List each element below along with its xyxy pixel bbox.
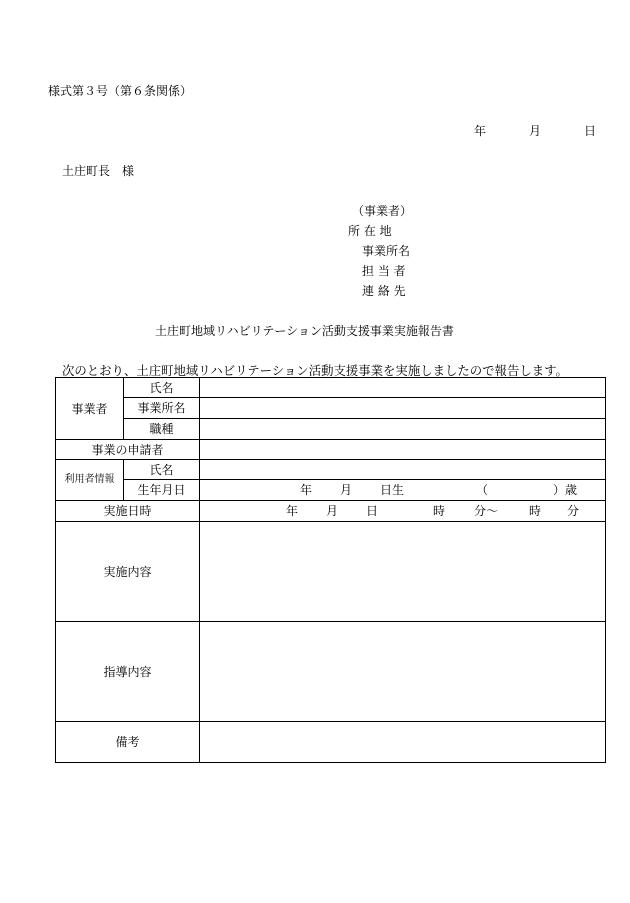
requester-row [56,440,606,460]
remarks-label: 備考 [56,722,200,763]
user-name-field[interactable] [200,460,606,480]
birth-year: 年 [300,483,313,497]
datetime-row [56,501,606,522]
guidance-label: 指導内容 [56,622,200,722]
document-title: 土庄町地域リハビリテーション活動支援事業実施報告書 [155,324,454,338]
applicant-contact-label: 連 絡 先 [362,284,406,298]
guidance-field[interactable] [200,622,606,722]
user-birth-row [56,480,606,501]
datetime-year: 年 [286,504,299,518]
provider-office-field[interactable] [200,398,606,419]
birth-day: 日生 [380,483,405,497]
user-name-row [56,460,606,480]
guidance-row [56,622,606,722]
datetime-field[interactable] [200,501,606,522]
datetime-minute1: 分～ [474,504,499,518]
provider-job-field[interactable] [200,419,606,440]
provider-name-field[interactable] [200,378,606,398]
addressee: 土庄町長 様 [62,164,135,178]
user-name-label: 氏名 [124,460,200,480]
remarks-field[interactable] [200,722,606,763]
datetime-minute2: 分 [567,504,580,518]
content-field[interactable] [200,522,606,622]
datetime-hour1: 時 [433,504,446,518]
datetime-day: 日 [366,504,379,518]
requester-field[interactable] [200,440,606,460]
date-year: 年 [474,124,487,138]
provider-label: 事業者 [56,378,124,440]
age-open-paren: （ [476,483,489,497]
provider-office-label: 事業所名 [124,398,200,419]
remarks-row [56,722,606,763]
date-day: 日 [584,124,597,138]
provider-job-row [56,419,606,440]
provider-name-row [56,378,606,398]
applicant-office-label: 事業所名 [362,244,411,258]
birth-label: 生年月日 [124,480,200,501]
form-number: 様式第３号（第６条関係） [48,84,193,98]
report-table [55,377,606,763]
provider-office-row [56,398,606,419]
birth-month: 月 [340,483,353,497]
content-label: 実施内容 [56,522,200,622]
user-info-label: 利用者情報 [56,460,124,501]
datetime-hour2: 時 [529,504,542,518]
birth-field[interactable] [200,480,606,501]
content-row [56,522,606,622]
provider-name-label: 氏名 [124,378,200,398]
applicant-person-label: 担 当 者 [362,264,406,278]
requester-label: 事業の申請者 [56,440,200,460]
datetime-month: 月 [326,504,339,518]
applicant-address-label: 所 在 地 [348,224,392,238]
datetime-label: 実施日時 [56,501,200,522]
intro-text: 次のとおり、土庄町地域リハビリテーション活動支援事業を実施しましたので報告します。 [62,363,568,378]
applicant-heading: （事業者） [352,204,413,218]
provider-job-label: 職種 [124,419,200,440]
age-close: ）歳 [553,483,578,497]
date-month: 月 [529,124,542,138]
